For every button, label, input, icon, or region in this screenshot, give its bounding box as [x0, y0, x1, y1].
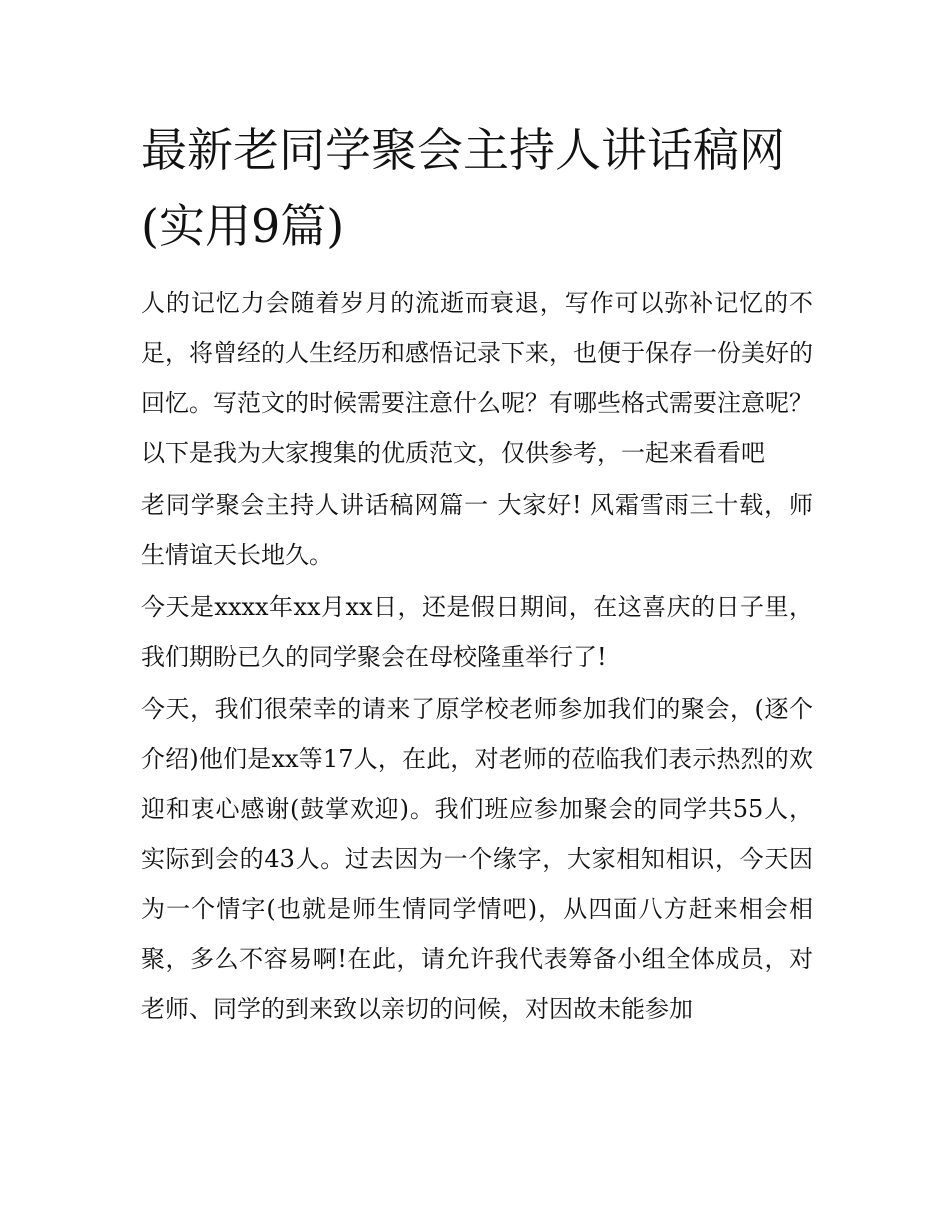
intro-paragraph: 人的记忆力会随着岁月的流逝而衰退，写作可以弥补记忆的不足，将曾经的人生经历和感悟记录下来，也便于保存一份美好的回忆。写范文的时候需要注意什么呢？有哪些格式需要注意呢？以下是我为大家搜集的优质范文，仅供参考，一起来看看吧 — [141, 289, 813, 467]
greeting-paragraph: 老同学聚会主持人讲话稿网篇一 大家好! 风霜雪雨三十载，师生情谊天长地久。 — [141, 491, 813, 569]
welcome-paragraph: 今天，我们很荣幸的请来了原学校老师参加我们的聚会，(逐个介绍)他们是xx等17人，在此，对老师的莅临我们表示热烈的欢迎和衷心感谢(鼓掌欢迎)。我们班应参加聚会的同学共55人，实际到会的43人。过去因为一个缘字，大家相知相识，今天因为一个情字(也就是师生情同学情吧)，从四面八方赶来相会相聚，多么不容易啊!在此，请允许我代表筹备小组全体成员，对老师、同学的到来致以亲切的问候，对因故未能参加 — [141, 695, 813, 1023]
document-body — [141, 112, 813, 1034]
date-paragraph: 今天是xxxx年xx月xx日，还是假日期间，在这喜庆的日子里，我们期盼已久的同学聚会在母校隆重举行了! — [141, 593, 813, 671]
document-title: 最新老同学聚会主持人讲话稿网(实用9篇) — [141, 123, 785, 253]
